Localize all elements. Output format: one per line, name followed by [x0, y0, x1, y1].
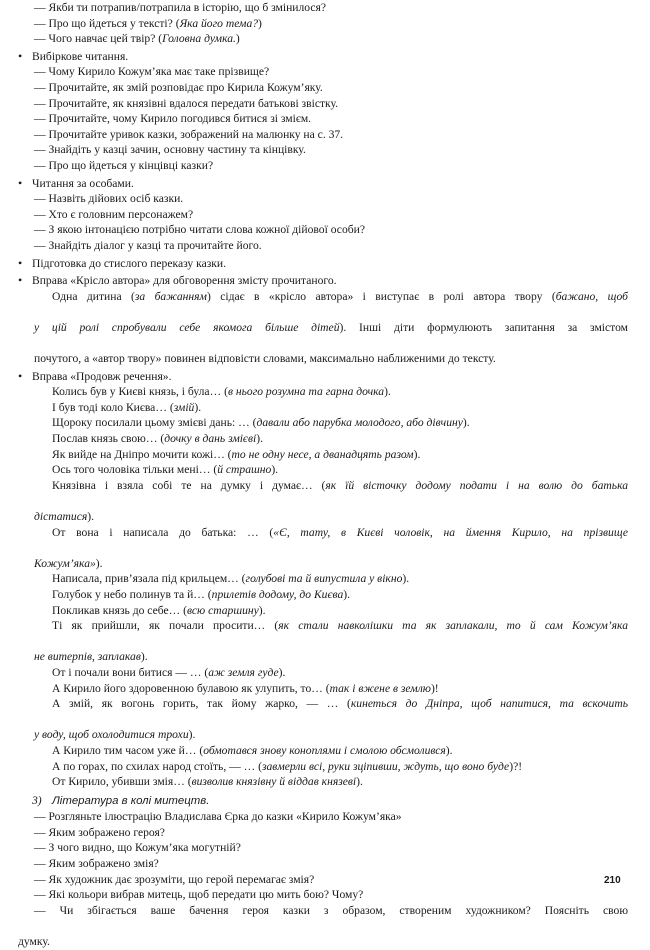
question-line: — Чого навчає цей твір? (Головна думка.)	[34, 32, 240, 46]
bullet-continue-sentence: • Вправа «Продовж речення».	[16, 369, 628, 385]
question-line: — Чи збігається ваше бачення героя казки з образом, створеним художником? Поясніть свою	[34, 903, 628, 917]
sentence-line: Послав князь свою… (дочку в дань змієві).	[52, 432, 264, 446]
question-line: — Чому Кирило Кожум’яка має таке прізвище?	[34, 65, 270, 79]
question-line: — Назвіть дійових осіб казки.	[34, 192, 184, 206]
sentence-line: Голубок у небо полинув та й… (прилетів додому, до Києва).	[52, 587, 351, 601]
question-line: — Яким зображено героя?	[34, 825, 165, 839]
question-line: — Розгляньте ілюстрацію Владислава Єрка до казки «Кирило Кожум’яка»	[34, 810, 402, 824]
sentence-line: Як вийде на Дніпро мочити кожі… (то не одну несе, а дванадцять разом).	[52, 447, 421, 461]
sentence-line: Ті як прийшли, як почали просити… (як стали навколішки та як заплакали, то й сам Кожум’яка	[52, 619, 628, 633]
section-heading: 3) Література в колі митецтв.	[32, 793, 210, 807]
question-line: — Прочитайте, як змій розповідає про Кирила Кожум’яку.	[34, 80, 323, 94]
question-line: — Знайдіть діалог у казці та прочитайте його.	[34, 238, 262, 252]
sentence-line: А по горах, по схилах народ стоїть, — … (завмерли всі, руки зціпивши, ждуть, що воно буде)?!	[52, 759, 523, 773]
continue-sentence-block: Колись був у Києві князь, і була… (в нього розумна та гарна дочка). І був тоді коло Києва… (змій). Щороку посилали цьому змієві дань: … (давали або парубка молодого, або дівчину). Послав князь свою… (дочку в дань змієві). Як вийде на Дніпро мочити кожі… (то не одну несе, а дванадцять разом). Ось того чоловіка тільки мені… (й страшно). Князівна і взяла собі те на думку і думає… (як їй вісточку додому подати і на волю до батька дістатися). От вона і написала до батька: … («Є, тату, в Києві чоловік, на ймення Кирило, на прізвище Кожум’яка»). Написала, прив’язала під крильцем… (голубові та й випустила у вікно). Голубок у небо полинув та й… (прилетів додому, до Києва). Покликав князь до себе… (всю старшину). Ті як прийшли, як почали просити… (як стали навколішки та як заплакали, то й сам Кожум’яка не витерпів, заплакав). От і почали вони битися — … (аж земля гуде). А Кирило його здоровенною булавою як улупить, то… (так і вжене в землю)! А змій, як вогонь горить, так йому жарко, — … (кинеться до Дніпра, щоб напитися, та вскочить у воду, щоб охолодитися трохи). А Кирило тим часом уже й… (обмотався знову коноплями і смолою обсмолився). А по горах, по схилах народ стоїть, — … (завмерли всі, руки зціпивши, ждуть, що воно буде)?! От Кирило, убивши змія… (визволив князівну й віддав князеві).	[34, 385, 629, 789]
page-number: 210	[604, 875, 621, 886]
question-line: — Про що йдеться у кінцівці казки?	[34, 158, 214, 172]
sentence-line: Покликав князь до себе… (всю старшину).	[52, 603, 266, 617]
sentence-line: А Кирило його здоровенною булавою як улупить, то… (так і вжене в землю)!	[52, 681, 439, 695]
question-line: — Як художник дає зрозуміти, що герой перемагає змія?	[34, 872, 315, 886]
sentence-line: От і почали вони битися — … (аж земля гуде).	[52, 665, 286, 679]
sentence-line: От вона і написала до батька: … («Є, тату, в Києві чоловік, на ймення Кирило, на прізвище	[52, 525, 629, 539]
question-line: — Прочитайте уривок казки, зображений на малюнку на с. 37.	[34, 127, 344, 141]
question-line: — Якби ти потрапив/потрапила в історію, що б змінилося?	[34, 1, 327, 14]
question-line: — Про що йдеться у тексті? (Яка його тема?)	[34, 16, 262, 30]
sentence-line: Князівна і взяла собі те на думку і думає… (як їй вісточку додому подати і на волю до батька	[52, 478, 629, 492]
question-line: — Хто є головним персонажем?	[34, 207, 194, 221]
question-line: — Які кольори вибрав митець, щоб передати цю мить бою? Чому?	[34, 888, 364, 902]
question-line: — Яким зображено змія?	[34, 857, 159, 871]
sentence-line: Написала, прив’язала під крильцем… (голубові та й випустила у вікно).	[52, 572, 410, 586]
author-chair-paragraph: Одна дитина (за бажанням) сідає в «крісло автора» і виступає в ролі автора твору (бажано, щоб у цій ролі спробували себе якомога більше дітей). Інші діти формулюють запитання за змістом почутого, а «автор твору» повинен відповісти словами, максимально наближеними до тексту.	[34, 289, 629, 366]
question-line: — Прочитайте, чому Кирило погодився битися зі змієм.	[34, 112, 312, 126]
sentence-line: А Кирило тим часом уже й… (обмотався знову коноплями і смолою обсмолився).	[52, 743, 453, 757]
page-content: — Якби ти потрапив/потрапила в історію, що б змінилося? — Про що йдеться у тексті? (Яка його тема?) — Чого навчає цей твір? (Головна думка.) • Вибіркове читання. — Чому Кирило Кожум’яка має таке прізвище? — Прочитайте, як змій розповідає про Кирила Кожум’яку. — Прочитайте, як князівні вдалося передати батькові звістку. — Прочитайте, чому Кирило погодився битися зі змієм. — Прочитайте уривок казки, зображений на малюнку на с. 37. — Знайдіть у казці зачин, основну частину та кінцівку. — Про що йдеться у кінцівці казки? • Читання за особами. — Назвіть дійових осіб казки. — Хто є головним персонажем? — З якою інтонацією потрібно читати слова кожної дійової особи? — Знайдіть діалог у казці та прочитайте його. • Підготовка до стислого переказу казки. • Вправа «Крісло автора» для обговорення змісту прочитаного. Одна дитина (за бажанням) сідає в «крісло автора» і виступає в ролі автора твору (бажано, щоб у цій ролі спробували себе якомога більше дітей). Інші діти формулюють запитання за змістом почутого, а «автор твору» повинен відповісти словами, максимально наближеними до тексту. • Вправа «Продовж речення». Колись був у Києві князь, і була… (в нього розумна та гарна дочка). І був тоді коло Києва… (змій). Щороку посилали цьому змієві дань: … (давали або парубка молодого, або дівчину). Послав князь свою… (дочку в дань змієві). Як вийде на Дніпро мочити кожі… (то не одну несе, а дванадцять разом). Ось того чоловіка тільки мені… (й страшно). Князівна і взяла собі те на думку і думає… (як їй вісточку додому подати і на волю до батька дістатися). От вона і написала до батька: … («Є, тату, в Києві чоловік, на ймення Кирило, на прізвище Кожум’яка»). Написала, прив’язала під крильцем… (голубові та й випустила у вікно). Голубок у небо полинув та й… (прилетів додому, до Києва). Покликав князь до себе… (всю старшину). Ті як прийшли, як почали просити… (як стали навколішки та як заплакали, то й сам Кожум’яка не витерпів, заплакав). От і почали вони битися — … (аж земля гуде). А Кирило його здоровенною булавою як улупить, то… (так і вжене в землю)! А змій, як вогонь горить, так йому жарко, — … (кинеться до Дніпра, щоб напитися, та вскочить у воду, щоб охолодитися трохи). А Кирило тим часом уже й… (обмотався знову коноплями і смолою обсмолився). А по горах, по схилах народ стоїть, — … (завмерли всі, руки зціпивши, ждуть, що воно буде)?! От Кирило, убивши змія… (визволив князівну й віддав князеві). 3) Література в колі митецтв. — Розгляньте ілюстрацію Владислава Єрка до казки «Кирило Кожум’яка» — Яким зображено героя? — З чого видно, що Кожум’яка могутній? — Яким зображено змія? — Як художник дає зрозуміти, що герой перемагає змія? — Які кольори вибрав митець, щоб передати цю мить бою? Чому? — Чи збігається ваше бачення героя казки з образом, створеним художником? Поясніть свою думку.	[16, 0, 628, 950]
sentence-line: Ось того чоловіка тільки мені… (й страшно).	[52, 463, 279, 477]
sentence-line: Колись був у Києві князь, і була… (в нього розумна та гарна дочка).	[52, 385, 391, 399]
question-line: — Прочитайте, як князівні вдалося передати батькові звістку.	[34, 96, 339, 110]
bullet-author-chair: • Вправа «Крісло автора» для обговорення змісту прочитаного.	[16, 273, 628, 289]
sentence-line: А змій, як вогонь горить, так йому жарко, — … (кинеться до Дніпра, щоб напитися, та вскочить	[52, 697, 628, 711]
bullet-retelling: • Підготовка до стислого переказу казки.	[16, 256, 628, 272]
sentence-line: І був тоді коло Києва… (змій).	[52, 400, 202, 414]
question-line: — З чого видно, що Кожум’яка могутній?	[34, 841, 241, 855]
sentence-line: От Кирило, убивши змія… (визволив князівну й віддав князеві).	[52, 775, 363, 789]
question-line: — Знайдіть у казці зачин, основну частину та кінцівку.	[34, 143, 306, 157]
sentence-line: Щороку посилали цьому змієві дань: … (давали або парубка молодого, або дівчину).	[52, 416, 470, 430]
question-line: — З якою інтонацією потрібно читати слова кожної дійової особи?	[34, 223, 365, 237]
bullet-selective-reading: • Вибіркове читання.	[16, 49, 628, 65]
bullet-reading-by-roles: • Читання за особами.	[16, 176, 628, 192]
